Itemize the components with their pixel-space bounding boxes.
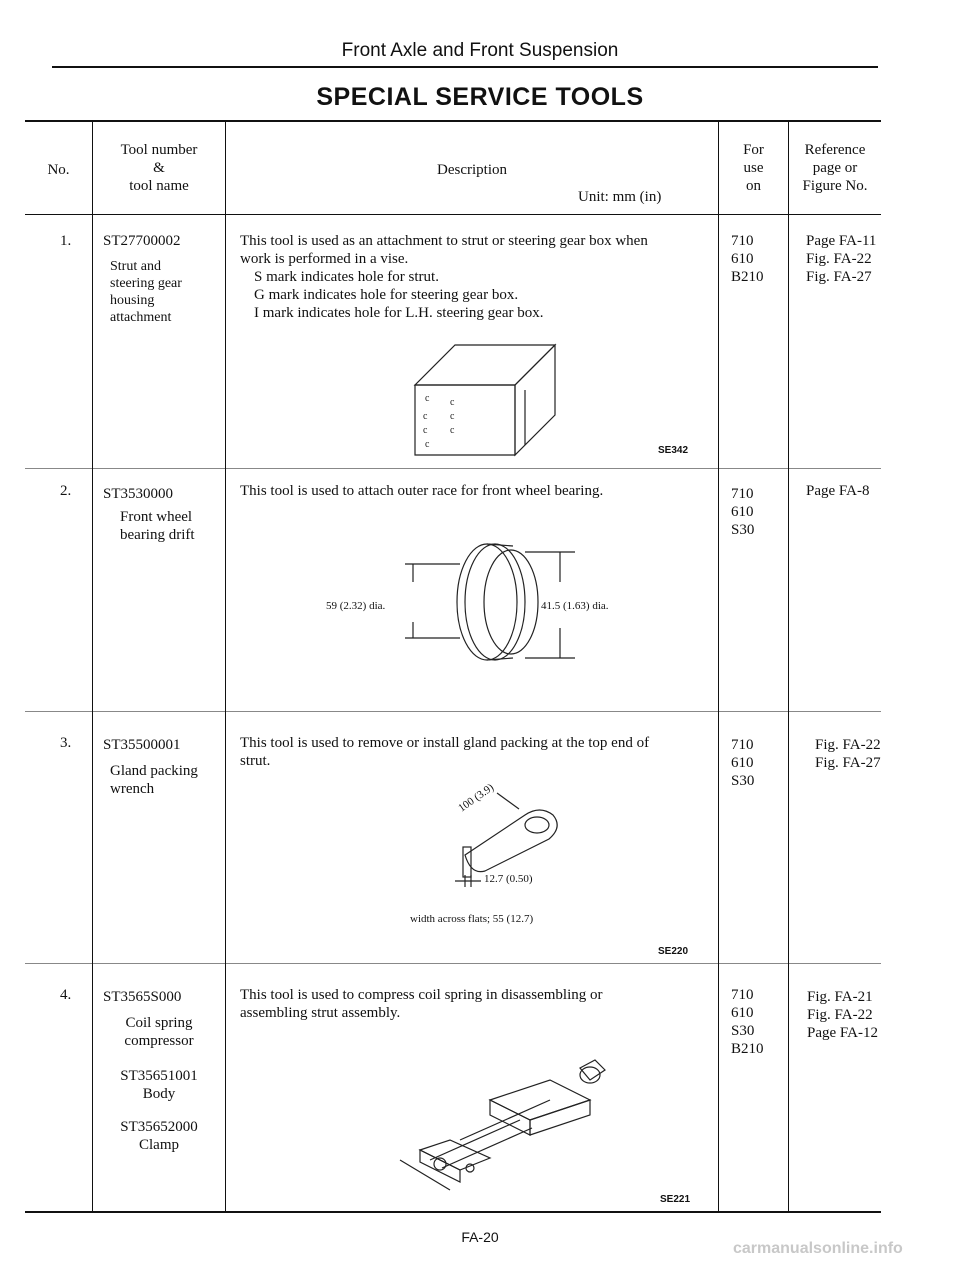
svg-text:c: c — [450, 397, 455, 408]
col-header-use-line1: For — [743, 142, 764, 158]
row4-sub1-number: ST35651001 — [120, 1068, 198, 1084]
row1-tool-name-line: steering gear — [110, 276, 182, 291]
row1-tool-name-line: housing — [110, 293, 155, 308]
row4-sub2-number: ST35652000 — [120, 1119, 198, 1135]
svg-text:c: c — [450, 425, 455, 436]
row1-desc-line: S mark indicates hole for strut. — [254, 269, 439, 285]
row4-figure-code: SE221 — [660, 1194, 691, 1205]
row4-spring-compressor-figure — [390, 1040, 630, 1195]
row1-desc-line: work is performed in a vise. — [240, 251, 409, 267]
row2-description — [240, 482, 603, 500]
row2-dim-left: 59 (2.32) dia. — [326, 600, 386, 612]
row4-ref-item: Fig. FA-21 — [807, 989, 873, 1005]
svg-text:c: c — [425, 439, 430, 450]
svg-text:c: c — [423, 425, 428, 436]
row4-tool-name-line: compressor — [124, 1033, 194, 1049]
row2-use-item: 610 — [731, 504, 754, 520]
row1-figure-code: SE342 — [658, 445, 689, 456]
watermark: carmanualsonline.info — [733, 1240, 903, 1257]
row1-description — [240, 232, 648, 322]
row1-ref-item: Fig. FA-22 — [806, 251, 872, 267]
row1-desc-line: I mark indicates hole for L.H. steering gear box. — [254, 305, 544, 321]
col-divider-2 — [225, 120, 226, 1212]
row3-reference — [815, 736, 881, 772]
row3-no: 3. — [60, 735, 72, 751]
header-rule — [52, 66, 878, 68]
row4-use-on — [731, 986, 764, 1058]
row4-desc-line: assembling strut assembly. — [240, 1005, 401, 1021]
row4-no: 4. — [60, 987, 72, 1003]
row2-desc-line: This tool is used to attach outer race for front wheel bearing. — [240, 483, 604, 499]
row2-tool-number: ST3530000 — [103, 486, 174, 502]
row1-reference — [806, 232, 876, 286]
row2-use-item: 710 — [731, 486, 754, 502]
col-header-ref-line1: Reference — [804, 142, 866, 158]
row3-tool-number: ST35500001 — [103, 737, 181, 753]
row3-dim-b: 12.7 (0.50) — [484, 873, 533, 885]
row2-use-on — [731, 485, 754, 539]
row3-use-item: 710 — [731, 737, 754, 753]
row3-description — [240, 734, 649, 770]
row2-ref-item: Page FA-8 — [806, 483, 870, 499]
row2-use-item: S30 — [731, 522, 755, 538]
row4-ref-item: Fig. FA-22 — [807, 1007, 873, 1023]
row4-tool-number: ST3565S000 — [103, 989, 182, 1005]
row2-dim-right: 41.5 (1.63) dia. — [541, 600, 609, 612]
page-number: FA-20 — [461, 1229, 499, 1245]
row1-attachment-figure — [405, 335, 575, 460]
row3-gland-wrench-figure — [445, 775, 585, 885]
row2-tool-name — [120, 508, 195, 544]
svg-text:c: c — [450, 411, 455, 422]
row3-tool-name-line: Gland packing — [110, 763, 198, 779]
svg-text:c: c — [423, 411, 428, 422]
row-divider-3 — [25, 963, 881, 964]
row-divider-2 — [25, 711, 881, 712]
col-header-use-line2: use — [743, 160, 764, 176]
row1-use-item: 610 — [731, 251, 754, 267]
row4-use-item: 710 — [731, 987, 754, 1003]
col-header-description: Description — [437, 162, 507, 178]
row4-use-item: 610 — [731, 1005, 754, 1021]
row1-tool-name — [110, 258, 182, 326]
row1-use-on — [731, 232, 764, 286]
row1-tool-name-line: attachment — [110, 310, 172, 325]
row2-reference — [806, 482, 869, 500]
col-header-reference — [789, 141, 881, 195]
row3-figure-code: SE220 — [658, 946, 689, 957]
row4-use-item: B210 — [731, 1041, 764, 1057]
row1-tool-number: ST27700002 — [103, 233, 181, 249]
row2-tool-name-line: bearing drift — [120, 527, 195, 543]
row3-dim-a: 100 (3.9) — [456, 781, 497, 815]
row4-sub1 — [93, 1067, 225, 1103]
col-header-tool-line1: Tool number — [120, 142, 198, 158]
row1-ref-item: Page FA-11 — [806, 233, 877, 249]
row1-use-item: 710 — [731, 233, 754, 249]
col-header-use — [719, 141, 788, 195]
row-divider-1 — [25, 468, 881, 469]
svg-text:c: c — [425, 393, 430, 404]
row1-no: 1. — [60, 233, 72, 249]
col-header-ref-line2: page or — [812, 160, 858, 176]
col-header-use-line3: on — [746, 178, 761, 194]
row1-use-item: B210 — [731, 269, 764, 285]
col-divider-4 — [788, 120, 789, 1212]
row4-tool-name-line: Coil spring — [125, 1015, 193, 1031]
row2-no: 2. — [60, 483, 72, 499]
row4-description — [240, 986, 602, 1022]
row3-use-item: 610 — [731, 755, 754, 771]
row4-ref-item: Page FA-12 — [807, 1025, 878, 1041]
row1-desc-line: This tool is used as an attachment to strut or steering gear box when — [240, 233, 648, 249]
col-header-ref-line3: Figure No. — [802, 178, 868, 194]
row4-desc-line: This tool is used to compress coil spring in disassembling or — [240, 987, 603, 1003]
row3-tool-name — [110, 762, 198, 798]
col-divider-3 — [718, 120, 719, 1212]
row4-sub1-name: Body — [142, 1086, 176, 1102]
row3-ref-item: Fig. FA-22 — [815, 737, 881, 753]
section-title: Front Axle and Front Suspension — [341, 40, 619, 61]
row4-sub2 — [93, 1118, 225, 1154]
row3-ref-item: Fig. FA-27 — [815, 755, 881, 771]
row4-sub2-name: Clamp — [139, 1137, 179, 1153]
col-header-tool-line2: & — [153, 160, 165, 176]
row4-tool-name — [93, 1014, 225, 1050]
col-header-tool — [93, 141, 225, 195]
row3-desc-line: strut. — [240, 753, 271, 769]
row4-use-item: S30 — [731, 1023, 755, 1039]
row3-tool-name-line: wrench — [110, 781, 155, 797]
row3-use-on — [731, 736, 754, 790]
table-top-rule — [25, 120, 881, 122]
col-header-tool-line3: tool name — [129, 178, 189, 194]
row1-desc-line: G mark indicates hole for steering gear box. — [254, 287, 519, 303]
col-header-no: No. — [47, 162, 70, 178]
table-bottom-rule — [25, 1211, 881, 1213]
row1-ref-item: Fig. FA-27 — [806, 269, 872, 285]
row1-tool-name-line: Strut and — [110, 259, 161, 274]
row3-dim-c: width across flats; 55 (12.7) — [410, 913, 534, 925]
row3-use-item: S30 — [731, 773, 755, 789]
row3-desc-line: This tool is used to remove or install gland packing at the top end of — [240, 735, 650, 751]
table-header-rule — [25, 214, 881, 215]
col-header-unit: Unit: mm (in) — [578, 189, 662, 205]
row4-reference — [807, 988, 878, 1042]
row2-tool-name-line: Front wheel — [120, 509, 193, 525]
page-title: SPECIAL SERVICE TOOLS — [316, 83, 644, 111]
